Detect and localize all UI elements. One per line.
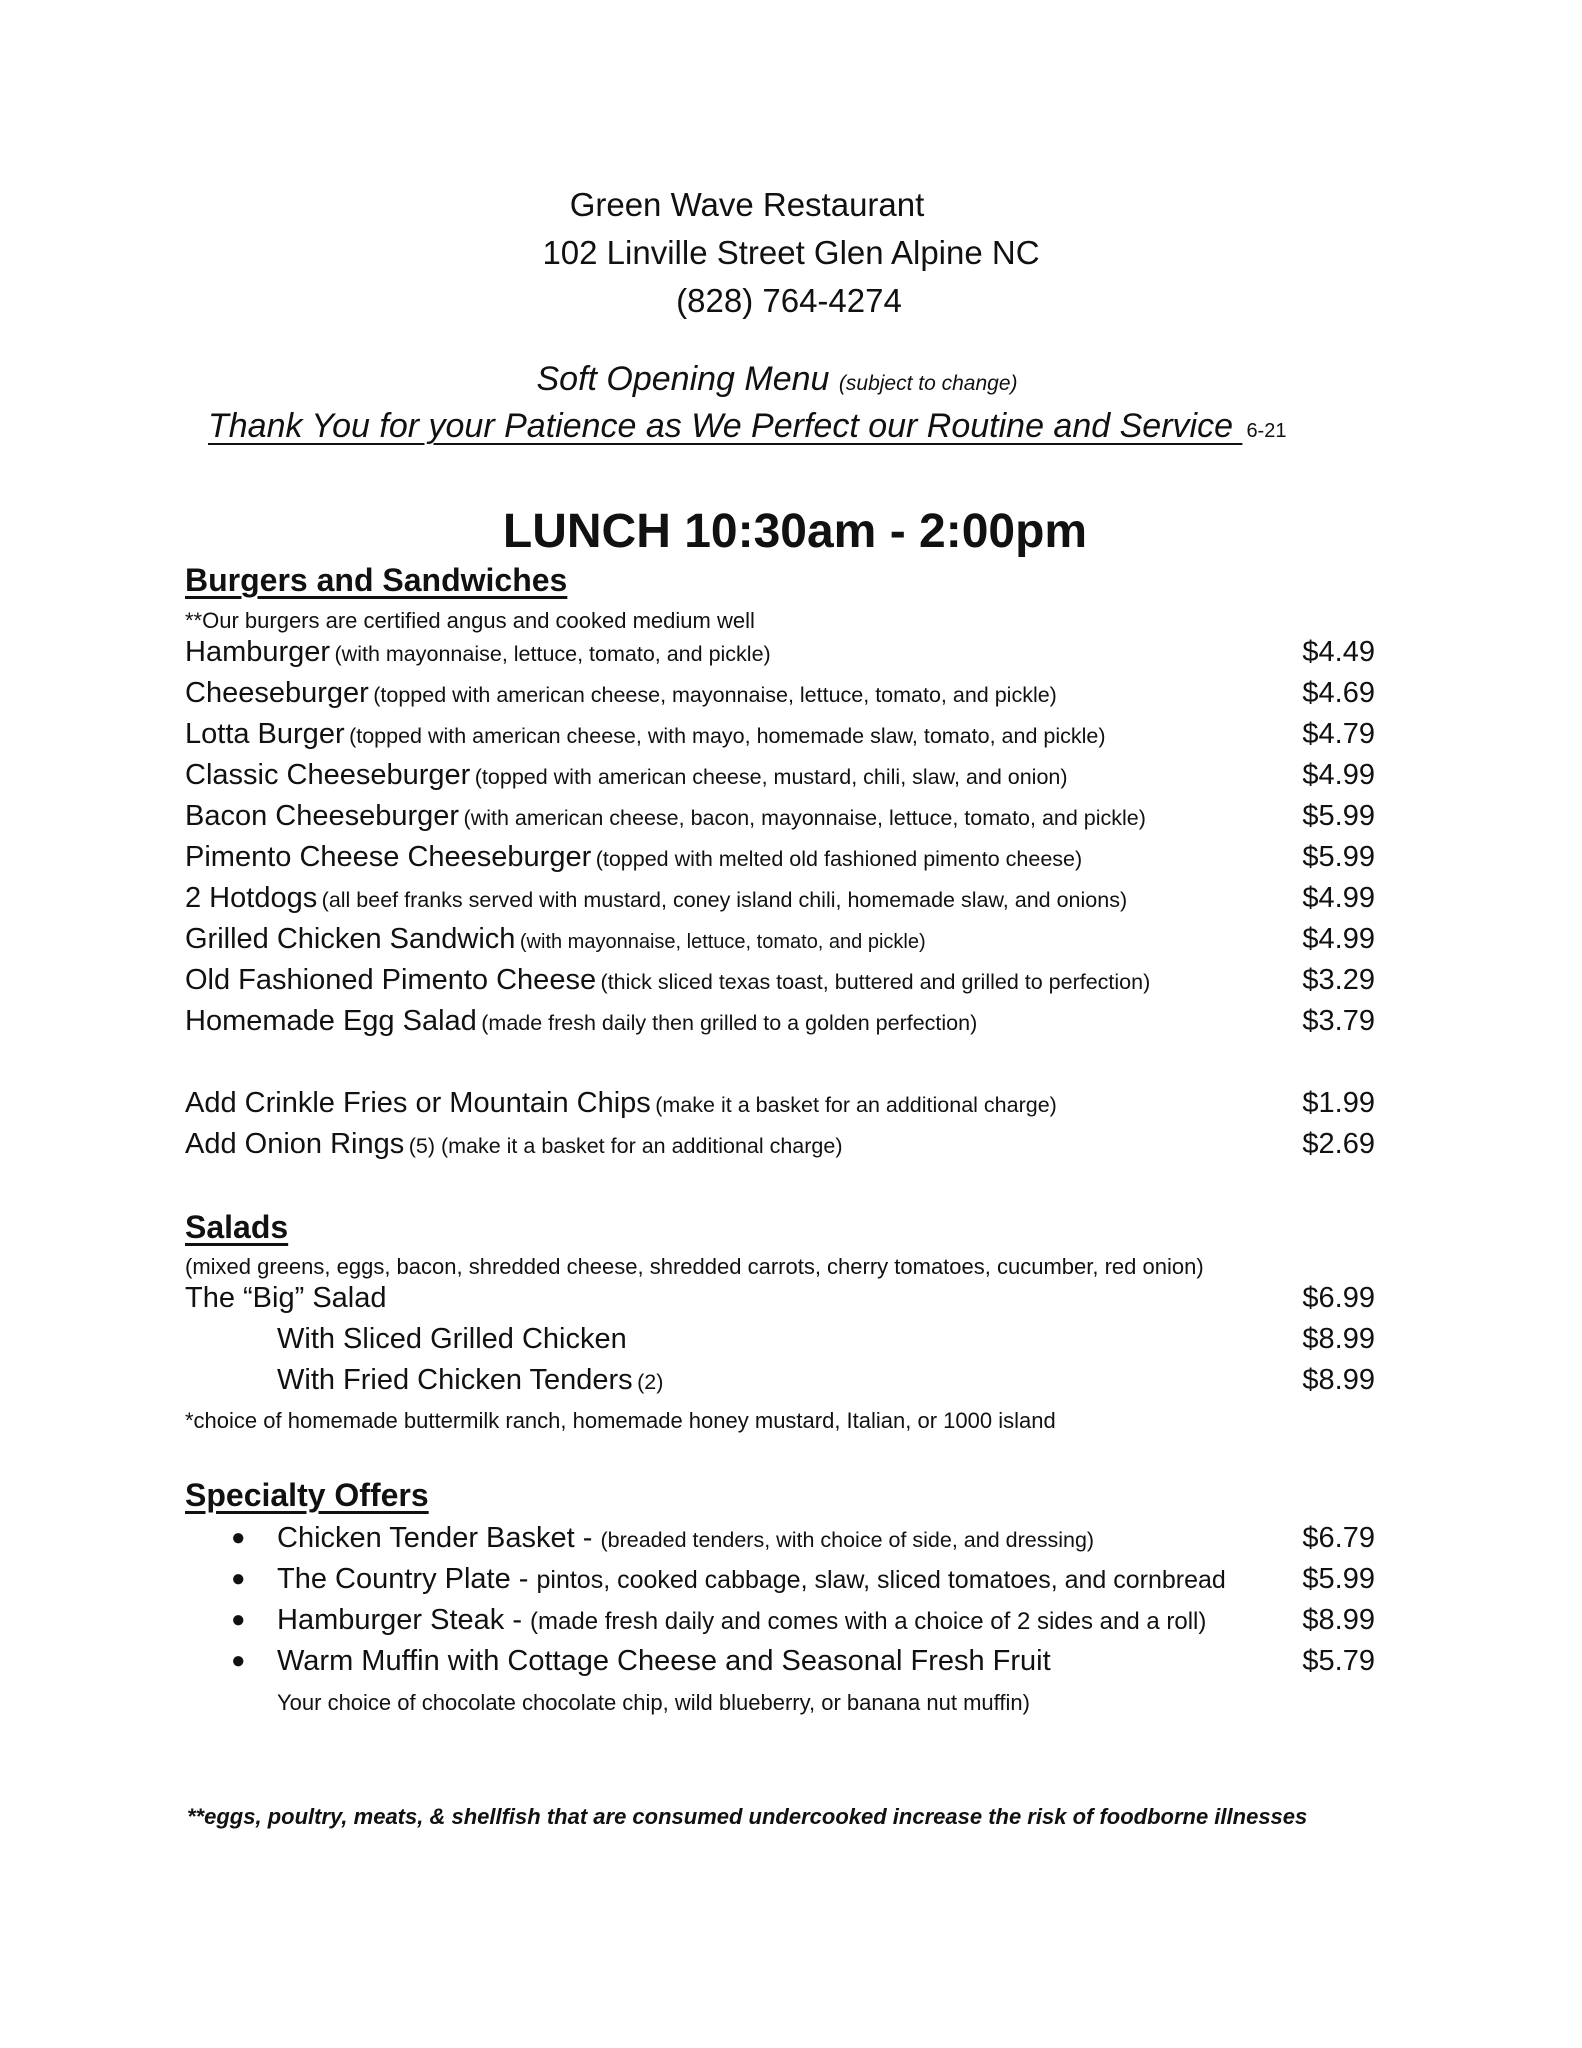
- menu-item: [185, 1005, 1375, 1045]
- item-description: (made fresh daily and comes with a choice of 2 sides and a roll): [530, 1608, 1207, 1635]
- item-name: Lotta Burger: [185, 718, 345, 750]
- item-description: (topped with american cheese, mustard, chili, slaw, and onion): [474, 765, 1068, 789]
- item-price: $4.99: [1302, 759, 1375, 791]
- item-description: (5) (make it a basket for an additional charge): [408, 1134, 843, 1158]
- restaurant-address: 102 Linville Street Glen Alpine NC: [542, 234, 1040, 271]
- item-description: (with mayonnaise, lettuce, tomato, and pickle): [519, 931, 926, 953]
- item-description: (all beef franks served with mustard, coney island chili, homemade slaw, and onions): [321, 888, 1128, 912]
- addon-item: [185, 1128, 1375, 1168]
- menu-item: [185, 923, 1375, 963]
- menu-version: 6-21: [1246, 420, 1287, 442]
- thanks-line: [0, 407, 1582, 446]
- item-description: (made fresh daily then grilled to a golden perfection): [481, 1011, 978, 1035]
- item-price: $2.69: [1302, 1128, 1375, 1160]
- item-name: Chicken Tender Basket -: [277, 1522, 601, 1554]
- item-price: $5.99: [1302, 1563, 1375, 1595]
- menu-item: [185, 636, 1375, 676]
- item-name: Classic Cheeseburger: [185, 759, 471, 791]
- specialty-item: [231, 1645, 1375, 1685]
- specialty-item: [231, 1563, 1375, 1603]
- item-description: (topped with melted old fashioned pimento cheese): [595, 847, 1083, 871]
- menu-title: [0, 360, 1568, 399]
- item-name: With Fried Chicken Tenders: [277, 1364, 633, 1396]
- item-description: (with american cheese, bacon, mayonnaise, lettuce, tomato, and pickle): [463, 806, 1146, 830]
- item-name: Bacon Cheeseburger: [185, 800, 460, 832]
- addon-item: [185, 1087, 1375, 1127]
- menu-item: [277, 1323, 1375, 1363]
- item-name: Add Crinkle Fries or Mountain Chips: [185, 1087, 651, 1119]
- menu-item: [185, 718, 1375, 758]
- menu-item: [185, 800, 1375, 840]
- item-name: Warm Muffin with Cottage Cheese and Seasonal Fresh Fruit: [277, 1645, 1051, 1677]
- bullet-icon: ●: [231, 1606, 246, 1633]
- bullet-icon: ●: [231, 1524, 246, 1551]
- menu-item: [185, 677, 1375, 717]
- item-description: (with mayonnaise, lettuce, tomato, and pickle): [334, 642, 771, 666]
- thanks-text: Thank You for your Patience as We Perfect our Routine and Service: [208, 407, 1233, 445]
- restaurant-name: Green Wave Restaurant: [569, 186, 925, 223]
- menu-item: [185, 964, 1375, 1004]
- item-name: Old Fashioned Pimento Cheese: [185, 964, 597, 996]
- section-heading-specialty: Specialty Offers: [185, 1477, 429, 1513]
- item-name: Grilled Chicken Sandwich: [185, 923, 516, 955]
- burgers-note: **Our burgers are certified angus and cooked medium well: [185, 608, 755, 633]
- section-heading-salads: Salads: [185, 1209, 289, 1245]
- menu-item: [185, 1282, 1375, 1322]
- item-price: $5.99: [1302, 841, 1375, 873]
- salads-note: (mixed greens, eggs, bacon, shredded cheese, shredded carrots, cherry tomatoes, cucumber, red onion): [185, 1254, 1204, 1279]
- muffin-note: Your choice of chocolate chocolate chip, wild blueberry, or banana nut muffin): [277, 1690, 1030, 1715]
- bullet-icon: ●: [231, 1565, 246, 1592]
- item-price: $5.79: [1302, 1645, 1375, 1677]
- item-name: The Country Plate -: [277, 1563, 537, 1595]
- item-description: (breaded tenders, with choice of side, and dressing): [600, 1528, 1095, 1552]
- item-price: $8.99: [1302, 1364, 1375, 1396]
- bullet-icon: ●: [231, 1647, 246, 1674]
- menu-item: [277, 1364, 1375, 1404]
- food-safety-disclaimer: **eggs, poultry, meats, & shellfish that are consumed undercooked increase the risk of foodborne illnesses: [187, 1804, 1308, 1829]
- item-name: Pimento Cheese Cheeseburger: [185, 841, 592, 873]
- item-name: The “Big” Salad: [185, 1282, 387, 1314]
- item-name: With Sliced Grilled Chicken: [277, 1323, 627, 1355]
- item-price: $6.99: [1302, 1282, 1375, 1314]
- item-name: Homemade Egg Salad: [185, 1005, 477, 1037]
- item-price: $4.79: [1302, 718, 1375, 750]
- item-price: $4.69: [1302, 677, 1375, 709]
- item-price: $8.99: [1302, 1323, 1375, 1355]
- item-description: (2): [637, 1370, 664, 1394]
- item-price: $5.99: [1302, 800, 1375, 832]
- lunch-hours-title: LUNCH 10:30am - 2:00pm: [502, 505, 1088, 558]
- item-name: Add Onion Rings: [185, 1128, 405, 1160]
- menu-title-note: (subject to change): [838, 372, 1018, 395]
- item-description: (topped with american cheese, with mayo, homemade slaw, tomato, and pickle): [349, 724, 1106, 748]
- menu-item: [185, 841, 1375, 881]
- section-heading-burgers: Burgers and Sandwiches: [185, 562, 568, 598]
- item-price: $3.29: [1302, 964, 1375, 996]
- restaurant-phone: (828) 764-4274: [676, 282, 902, 319]
- menu-item: [185, 882, 1375, 922]
- dressing-note: *choice of homemade buttermilk ranch, homemade honey mustard, Italian, or 1000 island: [185, 1408, 1056, 1433]
- item-name: Cheeseburger: [185, 677, 369, 709]
- item-name: 2 Hotdogs: [185, 882, 318, 914]
- item-description: (thick sliced texas toast, buttered and grilled to perfection): [600, 970, 1151, 994]
- item-price: $3.79: [1302, 1005, 1375, 1037]
- menu-title-text: Soft Opening Menu: [536, 360, 830, 398]
- item-description: (make it a basket for an additional charge): [655, 1093, 1057, 1117]
- item-price: $1.99: [1302, 1087, 1375, 1119]
- item-price: $4.99: [1302, 882, 1375, 914]
- item-name: Hamburger Steak -: [277, 1604, 531, 1636]
- specialty-item: [231, 1522, 1375, 1562]
- item-description: (topped with american cheese, mayonnaise, lettuce, tomato, and pickle): [373, 683, 1057, 707]
- item-price: $4.49: [1302, 636, 1375, 668]
- item-description: pintos, cooked cabbage, slaw, sliced tomatoes, and cornbread: [536, 1566, 1226, 1594]
- item-price: $8.99: [1302, 1604, 1375, 1636]
- menu-item: [185, 759, 1375, 799]
- item-price: $4.99: [1302, 923, 1375, 955]
- item-price: $6.79: [1302, 1522, 1375, 1554]
- specialty-item: [231, 1604, 1375, 1644]
- item-name: Hamburger: [185, 636, 331, 668]
